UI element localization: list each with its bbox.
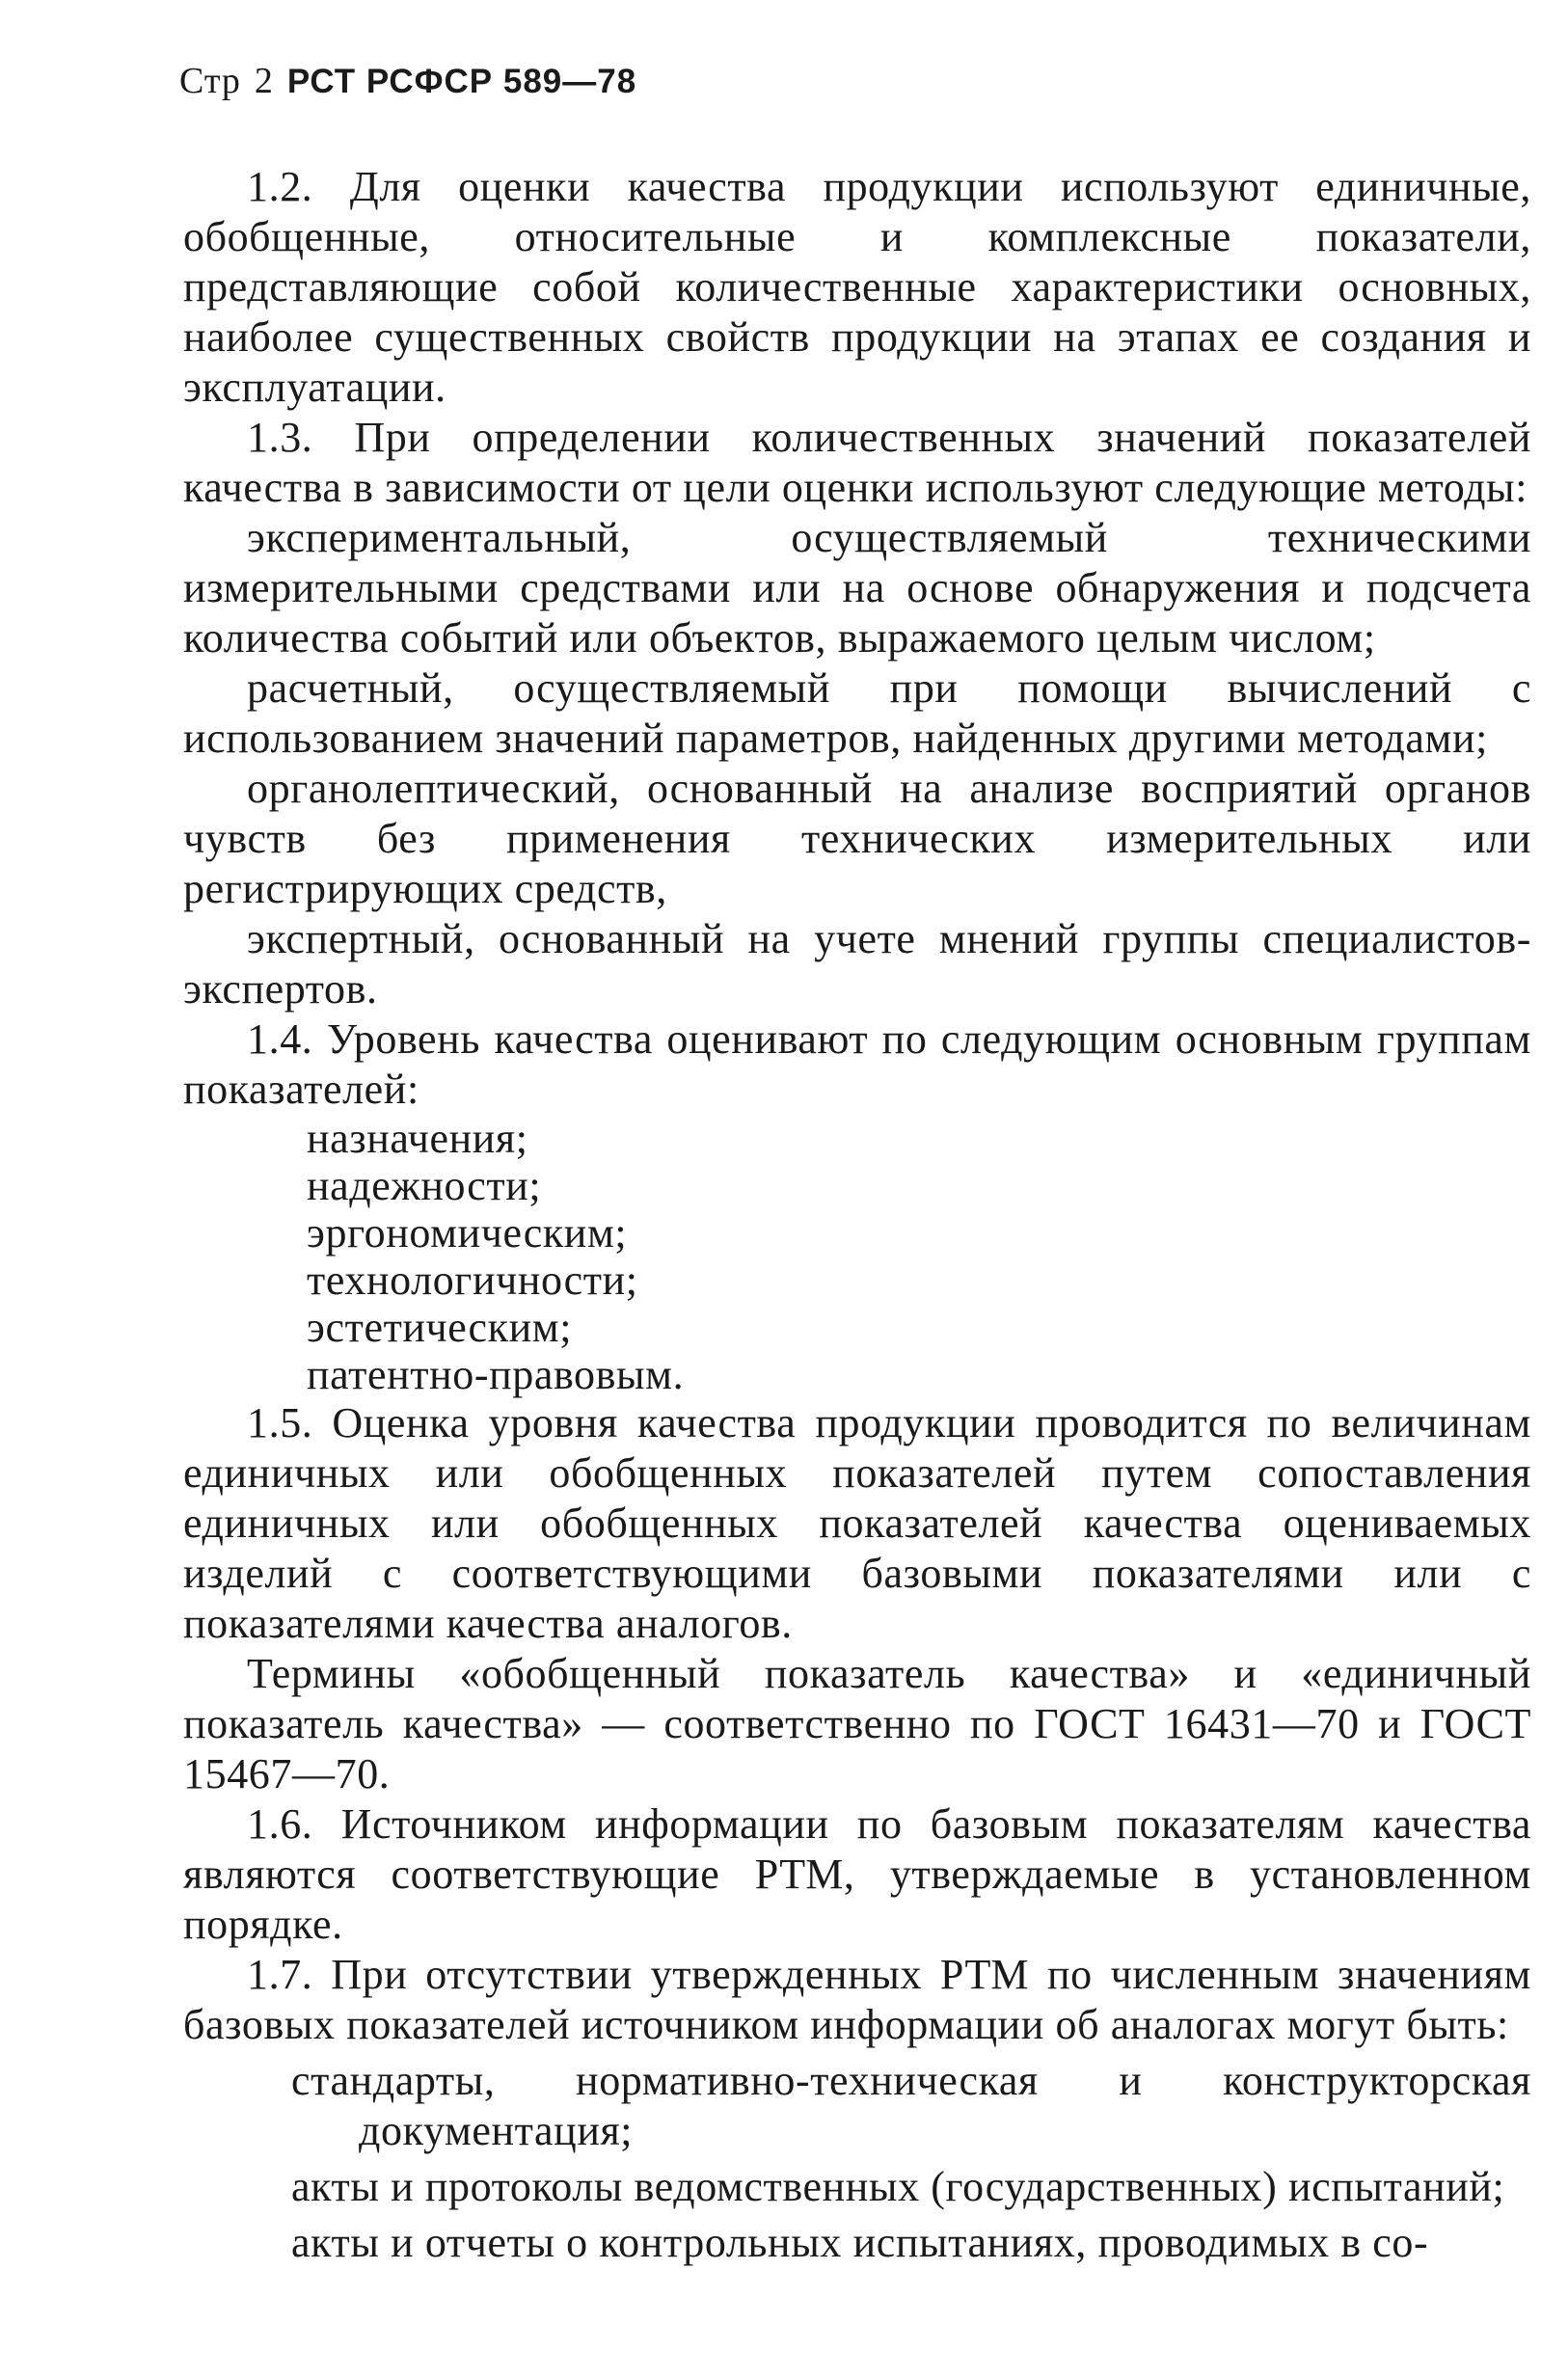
list-item: эргономическим; (307, 1209, 628, 1257)
page-header (179, 60, 636, 102)
list-item: патентно-правовым. (307, 1351, 685, 1398)
list-item: технологичности; (307, 1257, 638, 1304)
paragraph-1-5: 1.5. Оценка уровня качества продукции проводится по величинам единичных или обобщенных показателей путем сопоставления единичных или обобщенных показателей качества оцениваемых изделий с соответствующими базовыми показателями или с показателями качества аналогов. (183, 1399, 1531, 1647)
indicator-groups-list (183, 1115, 1531, 1398)
list-item: акты и отчеты о контрольных испытаниях, проводимых в со- (291, 2219, 1429, 2266)
method-item: расчетный, осуществляемый при помощи вычислений с использованием значений параметров, найденных другими методами; (183, 664, 1531, 762)
method-item: экспериментальный, осуществляемый техническими измерительными средствами или на основе обнаружения и подсчета количества событий или объектов, выражаемого целым числом; (183, 514, 1531, 662)
method-item: органолептический, основанный на анализе восприятий органов чувств без применения технических измерительных или регистрирующих средств, (183, 765, 1531, 912)
list-item: надежности; (307, 1162, 542, 1209)
document-body (183, 162, 1531, 2268)
list-item: акты и протоколы ведомственных (государственных) испытаний; (291, 2163, 1505, 2210)
header-page-number: 2 (254, 61, 274, 101)
paragraph-1-7: 1.7. При отсутствии утвержденных РТМ по численным значениям базовых показателей источником информации об аналогах могут быть: (183, 1951, 1531, 2048)
header-standard: РСТ РСФСР 589—78 (286, 63, 637, 100)
list-item: стандарты, нормативно-техническая и конструкторская документация; (291, 2057, 1531, 2154)
paragraph-1-3: 1.3. При определении количественных значений показателей качества в зависимости от цели оценки используют следующие методы: (183, 414, 1531, 511)
terms-note: Термины «обобщенный показатель качества» и «единичный показатель качества» — соответственно по ГОСТ 16431—70 и ГОСТ 15467—70. (183, 1650, 1531, 1797)
paragraph-1-6: 1.6. Источником информации по базовым показателям качества являются соответствующие РТМ, утверждаемые в установленном порядке. (183, 1800, 1531, 1948)
information-sources-list (183, 2056, 1531, 2268)
paragraph-1-4: 1.4. Уровень качества оценивают по следующим основным группам показателей: (183, 1015, 1531, 1113)
method-item: экспертный, основанный на учете мнений группы специалистов-экспертов. (183, 915, 1531, 1013)
header-prefix: Стр (179, 61, 241, 101)
list-item: назначения; (307, 1115, 528, 1162)
paragraph-1-2: 1.2. Для оценки качества продукции используют единичные, обобщенные, относительные и комплексные показатели, представляющие собой количественные характеристики основных, наиболее существенных свойств продукции на этапах ее создания и эксплуатации. (183, 163, 1531, 411)
list-item: эстетическим; (307, 1304, 573, 1351)
